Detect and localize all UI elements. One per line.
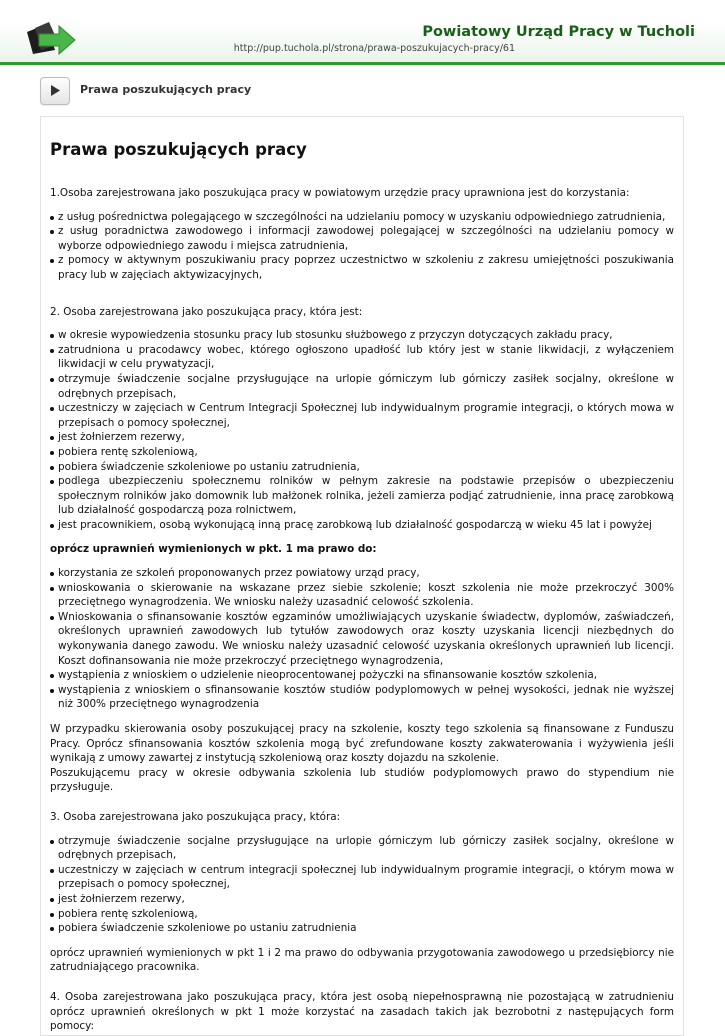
list-item: otrzymuje świadczenie socjalne przysługujące na urlopie górniczym lub górniczy zasiłek socjalny, określone w odrębnych przepisach, xyxy=(50,834,674,863)
article-title: Prawa poszukujących pracy xyxy=(50,140,307,159)
section-4-intro: 4. Osoba zarejestrowana jako poszukująca pracy, która jest osobą niepełnosprawną nie pozostającą w zatrudnieniu oprócz uprawnień określonych w pkt 1 może korzystać na zasadach takich jak bezrobotni z następujących form pomocy: xyxy=(50,990,674,1033)
list-item: korzystania ze szkoleń proponowanych przez powiatowy urząd pracy, xyxy=(50,566,674,581)
rights-heading: oprócz uprawnień wymienionych w pkt. 1 ma prawo do: xyxy=(50,543,377,556)
list-item: z usług poradnictwa zawodowego i informacji zawodowej polegającej w szczególności na udzielaniu pomocy w wyborze odpowiedniego zawodu i miejsca zatrudnienia, xyxy=(50,224,674,253)
section-2-list xyxy=(50,328,674,532)
section-3-list xyxy=(50,834,674,936)
site-title: Powiatowy Urząd Pracy w Tucholi xyxy=(422,24,695,40)
section-2-intro: 2. Osoba zarejestrowana jako poszukująca pracy, która jest: xyxy=(50,305,363,318)
breadcrumb-button[interactable] xyxy=(40,77,70,105)
list-item: uczestniczy w zajęciach w Centrum Integracji Społecznej lub indywidualnym programie integracji, o których mowa w przepisach o pomocy społecznej, xyxy=(50,401,674,430)
list-item: pobiera rentę szkoleniową, xyxy=(50,445,674,460)
list-item: pobiera świadczenie szkoleniowe po ustaniu zatrudnienia, xyxy=(50,460,674,475)
breadcrumb-title: Prawa poszukujących pracy xyxy=(80,83,252,96)
list-item: pobiera rentę szkoleniową, xyxy=(50,907,674,922)
list-item: wystąpienia z wnioskiem o udzielenie nieoprocentowanej pożyczki na sfinansowanie kosztów szkolenia, xyxy=(50,668,674,683)
list-item: zatrudniona u pracodawcy wobec, którego ogłoszono upadłość lub który jest w stanie likwidacji, z wyłączeniem likwidacji w celu prywatyzacji, xyxy=(50,343,674,372)
list-item: otrzymuje świadczenie socjalne przysługujące na urlopie górniczym lub górniczy zasiłek socjalny, określone w odrębnych przepisach, xyxy=(50,372,674,401)
section-1-intro: 1.Osoba zarejestrowana jako poszukująca pracy w powiatowym urzędzie pracy uprawniona jest do korzystania: xyxy=(50,187,630,199)
rights-list xyxy=(50,566,674,712)
list-item: podlega ubezpieczeniu społecznemu rolników w pełnym zakresie na podstawie przepisów o ubezpieczeniu społecznym rolników jako domownik lub małżonek rolnika, jeżeli zamierza podjąć zatrudnienie, inna pracę zarobkową lub działalność gospodarczą poza rolnictwem, xyxy=(50,474,674,518)
funding-paragraph: W przypadku skierowania osoby poszukującej pracy na szkolenie, koszty tego szkolenia są finansowane z Funduszu Pracy. Oprócz sfinansowania kosztów szkolenia mogą być zrefundowane koszty zakwaterowania i wyżywienia jeśli wynikają z umowy zawartej z instytucją szkoleniową oraz koszty dojazdu na szkolenie. xyxy=(50,723,674,765)
list-item: wystąpienia z wnioskiem o sfinansowanie kosztów studiów podyplomowych w pełnej wysokości, jednak nie wyższej niż 300% przeciętnego wynagrodzenia xyxy=(50,683,674,712)
arrow-logo-icon xyxy=(25,20,77,58)
list-item: jest żołnierzem rezerwy, xyxy=(50,892,674,907)
list-item: uczestniczy w zajęciach w centrum integracji społecznej lub indywidualnym programie integracji, o którym mowa w przepisach o pomocy społecznej, xyxy=(50,863,674,892)
article xyxy=(50,140,674,1034)
list-item: jest żołnierzem rezerwy, xyxy=(50,430,674,445)
page-header xyxy=(0,0,725,65)
list-item: w okresie wypowiedzenia stosunku pracy lub stosunku służbowego z przyczyn dotyczących zakładu pracy, xyxy=(50,328,674,343)
section-3-intro: 3. Osoba zarejestrowana jako poszukująca pracy, która: xyxy=(50,810,341,823)
section-3-outro: oprócz uprawnień wymienionych w pkt 1 i 2 ma prawo do odbywania przygotowania zawodowego u przedsiębiorcy nie zatrudniającego pracownika. xyxy=(50,946,674,974)
list-item: z usług pośrednictwa polegającego w szczególności na udzielaniu pomocy w uzyskaniu odpowiedniego zatrudnienia, xyxy=(50,210,674,225)
list-item: Wnioskowania o sfinansowanie kosztów egzaminów umożliwiających uzyskanie świadectw, dyplomów, zaświadczeń, określonych uprawnień zawodowych lub tytułów zawodowych oraz koszty uzyskania licencji niezbędnych do wykonywania danego zawodu. We wniosku należy uzasadnić celowość uzyskania określonych uprawnień lub licencji. Koszt dofinansowania nie może przekroczyć przeciętnego wynagrodzenia, xyxy=(50,610,674,668)
stipend-paragraph: Poszukującemu pracy w okresie odbywania szkolenia lub studiów podyplomowych prawo do stypendium nie przysługuje. xyxy=(50,766,674,794)
play-arrow-icon xyxy=(50,85,60,96)
list-item: wnioskowania o skierowanie na wskazane przez siebie szkolenie; koszt szkolenia nie może przekroczyć 300% przeciętnego wynagrodzenia. We wniosku należy uzasadnić celowość szkolenia. xyxy=(50,581,674,610)
list-item: z pomocy w aktywnym poszukiwaniu pracy poprzez uczestnictwo w szkoleniu z zakresu umiejętności poszukiwania pracy lub w zajęciach aktywizacyjnych, xyxy=(50,253,674,282)
list-item: jest pracownikiem, osobą wykonującą inną pracę zarobkową lub działalność gospodarczą w wieku 45 lat i powyżej xyxy=(50,518,674,533)
list-item: pobiera świadczenie szkoleniowe po ustaniu zatrudnienia xyxy=(50,921,674,936)
site-url[interactable]: http://pup.tuchola.pl/strona/prawa-poszukujacych-pracy/61 xyxy=(233,43,515,54)
section-1-list xyxy=(50,210,674,283)
